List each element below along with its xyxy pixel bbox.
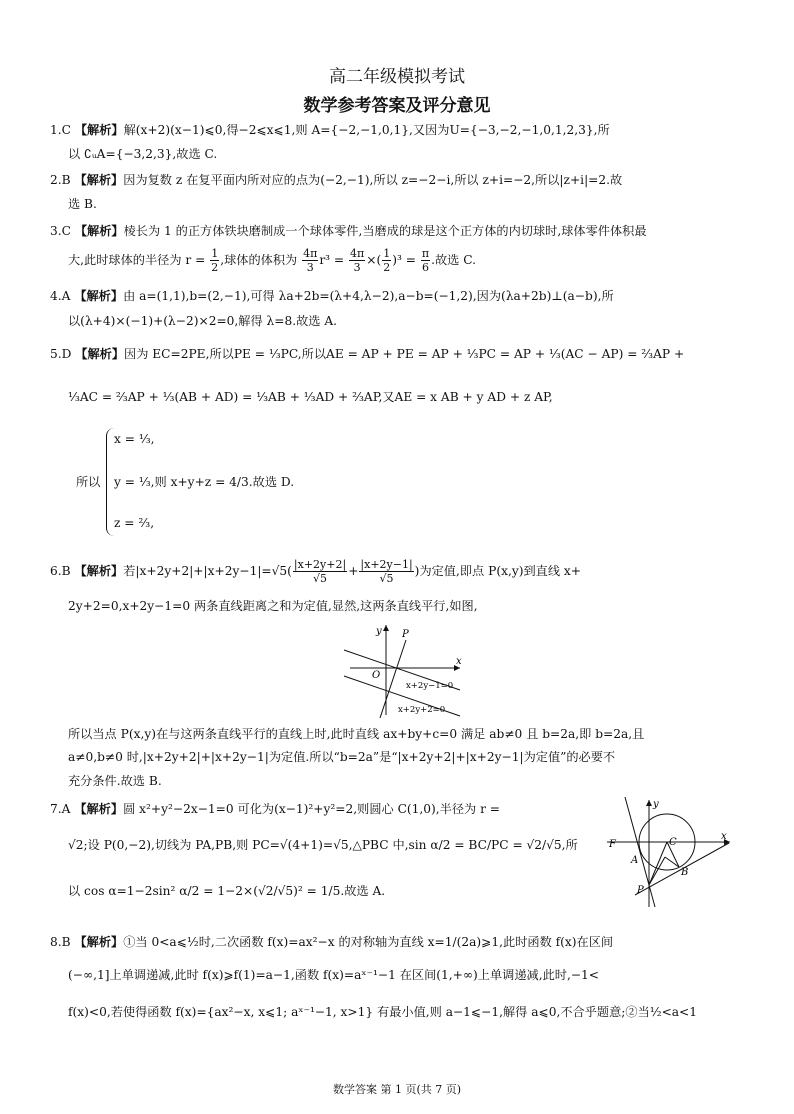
q3-answer: .故选 C. [431, 253, 476, 268]
q7-line2: √2;设 P(0,−2),切线为 PA,PB,则 PC=√(4+1)=√5,△PBC 中,sin α/2 = BC/PC = √2/√5,所 [68, 838, 578, 852]
q1-number: 1.C [50, 123, 71, 137]
q7-label-c: C [669, 837, 677, 848]
q2-number: 2.B [50, 173, 71, 187]
q3-frac-pi6: $\frac{\pi}{6}$ [421, 247, 430, 275]
q6-line2: 2y+2=0,x+2y−1=0 两条直线距离之和为定值,显然,这两条直线平行,如图, [68, 599, 478, 613]
q3-frac-half2: $\frac{1}{2}$ [383, 247, 391, 275]
q6-label-o: O [372, 670, 381, 681]
q7-label-a: A [631, 855, 639, 866]
q7-label-x: x [721, 831, 727, 842]
q7-pa-line [649, 857, 665, 885]
q3-tag: 【解析】 [74, 224, 124, 238]
q3-volume-text: ,球体的体积为 [220, 253, 298, 268]
q4-line1 [50, 287, 760, 306]
q7-figure [605, 795, 735, 910]
q4-tag: 【解析】 [74, 289, 124, 303]
q8-text-1: ①当 0<a⩽½时,二次函数 f(x)=ax²−x 的对称轴为直线 x=1/(2a)⩾1,此时函数 f(x)在区间 [123, 935, 614, 949]
q6-label-y: y [376, 626, 382, 637]
q3-frac-4pi3b: $\frac{4\pi}{3}$ [350, 247, 365, 275]
q3-radius-text: 大,此时球体的半径为 r = [68, 253, 206, 268]
q1-tag: 【解析】 [74, 123, 124, 137]
q3-r3: r³ = [319, 253, 345, 268]
q4-number: 4.A [50, 289, 71, 303]
q6-text-1b: 为定值,即点 P(x,y)到直线 x+ [419, 564, 581, 579]
q1-line1 [50, 121, 760, 140]
q3-frac-4pi3: $\frac{4\pi}{3}$ [303, 247, 318, 275]
q6-label-l1: x+2y−1=0 [406, 681, 454, 691]
q5-sys-3: z = ⅔, [114, 516, 155, 530]
q2-line2: 选 B. [68, 197, 97, 211]
q8-tag: 【解析】 [74, 935, 124, 949]
q4-text-1: 由 a=(1,1),b=(2,−1),可得 λa+2b=(λ+4,λ−2),a−b=(−1,2),因为(λa+2b)⊥(a−b),所 [123, 289, 614, 303]
q5-line1 [50, 345, 760, 364]
q5-line2: ⅓AC = ⅔AP + ⅓(AB + AD) = ⅓AB + ⅓AD + ⅔AP,又AE = x AB + y AD + z AP, [68, 390, 553, 404]
q7-label-p: P [637, 885, 644, 896]
q3-number: 3.C [50, 224, 71, 238]
q6-frac-1: $\frac{|x+2y+2|}{√5}$ [293, 558, 347, 586]
q5-number: 5.D [50, 347, 72, 361]
q4-line2: 以(λ+4)×(−1)+(λ−2)×2=0,解得 λ=8.故选 A. [68, 314, 338, 328]
q7-y-arrow [646, 800, 652, 806]
q7-label-b: B [681, 867, 689, 878]
q6-label-l2: x+2y+2=0 [398, 705, 446, 715]
q6-line1: 6.B 【解析】若|x+2y+2|+|x+2y−1|=√5( $\frac{|x+2y+2|}{√5}$ + $\frac{|x+2y-1|}{√5}$ )为定值,即点 P(x,y)到直线 x+ [50, 558, 581, 586]
q8-number: 8.B [50, 935, 71, 949]
answer-key-subtitle: 数学参考答案及评分意见 [303, 96, 491, 116]
q3-text-1: 棱长为 1 的正方体铁块磨制成一个球体零件,当磨成的球是这个正方体的内切球时,球体零件体积最 [123, 224, 647, 238]
q2-line1 [50, 171, 760, 190]
q5-so: 所以 [76, 475, 101, 489]
q7-text-1: 圆 x²+y²−2x−1=0 可化为(x−1)²+y²=2,则圆心 C(1,0),半径为 r = [123, 802, 501, 816]
q6-frac-2: $\frac{|x+2y-1|}{√5}$ [360, 558, 413, 586]
q6-number: 6.B [50, 564, 71, 579]
q8-line1 [50, 933, 760, 952]
q7-number: 7.A [50, 802, 71, 816]
q7-line3: 以 cos α=1−2sin² α/2 = 1−2×(√2/√5)² = 1/5.故选 A. [68, 884, 386, 898]
q6-figure [340, 620, 470, 720]
q8-line3: f(x)<0,若使得函数 f(x)={ax²−x, x⩽1; aˣ⁻¹−1, x>1} 有最小值,则 a−1⩽−1,解得 a⩽0,不合乎题意;②当½<a<1 [68, 1005, 698, 1019]
q6-line3: 所以当点 P(x,y)在与这两条直线平行的直线上时,此时直线 ax+by+c=0 满足 ab≠0 且 b=2a,即 b=2a,且 [68, 727, 645, 741]
q6-label-x: x [456, 656, 462, 667]
q3-frac-half: $\frac{1}{2}$ [211, 247, 219, 275]
q1-text-1: 解(x+2)(x−1)⩽0,得−2⩽x⩽1,则 A={−2,−1,0,1},又因为U={−3,−2,−1,0,1,2,3},所 [123, 123, 610, 137]
q6-tag: 【解析】 [74, 564, 124, 579]
q6-label-p: P [402, 629, 409, 640]
q5-tag: 【解析】 [75, 347, 125, 361]
exam-title: 高二年级模拟考试 [329, 67, 465, 87]
q3-eq: = [405, 253, 416, 268]
q8-line2: (−∞,1]上单调递减,此时 f(x)⩾f(1)=a−1,函数 f(x)=aˣ⁻¹−1 在区间(1,+∞)上单调递减,此时,−1< [68, 968, 600, 982]
q7-label-y: y [653, 799, 659, 810]
q2-text-1: 因为复数 z 在复平面内所对应的点为(−2,−1),所以 z=−2−i,所以 z+i=−2,所以|z+i|=2.故 [123, 173, 623, 187]
q2-tag: 【解析】 [74, 173, 124, 187]
q6-line5: 充分条件.故选 B. [68, 774, 162, 788]
q6-text-1a: 若|x+2y+2|+|x+2y−1|=√5 [123, 564, 288, 579]
page-footer: 数学答案 第 1 页(共 7 页) [332, 1083, 462, 1096]
q3-line2: 大,此时球体的半径为 r = $\frac{1}{2}$ ,球体的体积为 $\frac{4\pi}{3}$ r³ = $\frac{4\pi}{3}$ ×( $\frac{1}{2}$ )³ = $\frac{\pi}{6}$ .故选 C. [68, 247, 476, 275]
q5-sys-1: x = ⅓, [114, 432, 155, 446]
q5-text-1: 因为 EC=2PE,所以PE = ⅓PC,所以AE = AP + PE = AP + ⅓PC = AP + ⅓(AC − AP) = ⅔AP + [124, 347, 685, 361]
q5-sys-2: y = ⅓,则 x+y+z = 4/3.故选 D. [114, 475, 295, 489]
q3-times: × [366, 253, 377, 268]
q3-line1 [50, 222, 760, 241]
q7-tag: 【解析】 [74, 802, 124, 816]
q7-label-f: F [609, 839, 616, 850]
q6-line4: a≠0,b≠0 时,|x+2y+2|+|x+2y−1|为定值.所以“b=2a”是“|x+2y+2|+|x+2y−1|为定值”的必要不 [68, 750, 616, 764]
q1-line2: 以 ∁ᵤA={−3,2,3},故选 C. [68, 147, 218, 161]
q6-y-arrow [383, 625, 389, 631]
